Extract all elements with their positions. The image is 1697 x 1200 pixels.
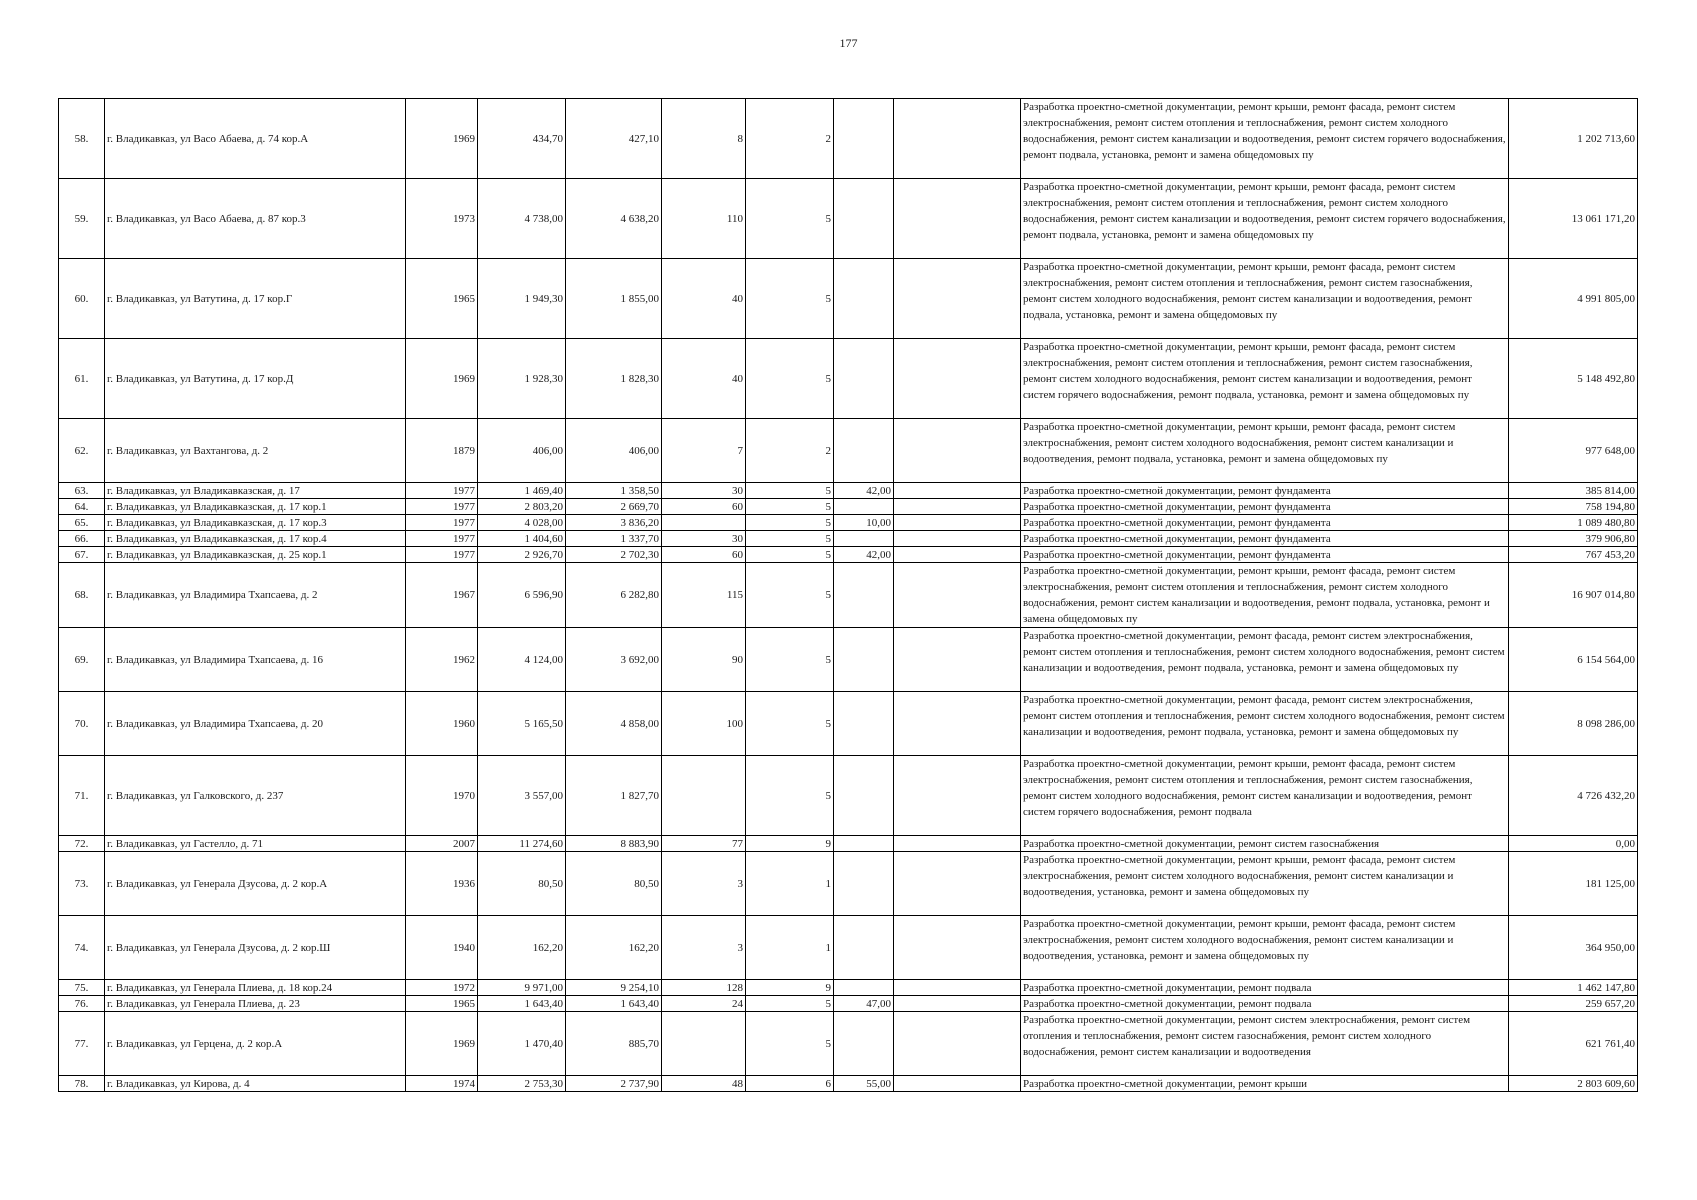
cell-year: 1960 [406,692,478,756]
cell-wear [834,692,894,756]
cell-index: 58. [59,99,105,179]
cell-residents: 30 [662,483,746,499]
table-row [59,499,1638,515]
cell-cost: 6 154 564,00 [1509,628,1638,692]
cell-area-total: 1 470,40 [478,1012,566,1076]
cell-address: г. Владикавказ, ул Владикавказская, д. 25 кор.1 [105,547,406,563]
page-number: 177 [839,36,858,50]
cell-works: Разработка проектно-сметной документации, ремонт систем электроснабжения, ремонт систем отопления и теплоснабжения, ремонт систем газоснабжения, ремонт систем холодного водоснабжения, ремонт систем канализации и водоотведения [1021,1012,1509,1076]
cell-wear [834,99,894,179]
cell-address: г. Владикавказ, ул Герцена, д. 2 кор.А [105,1012,406,1076]
cell-area-living: 162,20 [566,916,662,980]
cell-address: г. Владикавказ, ул Генерала Дзусова, д. 2 кор.А [105,852,406,916]
cell-residents: 100 [662,692,746,756]
cell-wear [834,531,894,547]
cell-floors: 5 [746,996,834,1012]
cell-wear: 42,00 [834,483,894,499]
cell-address: г. Владикавказ, ул Ватутина, д. 17 кор.Г [105,259,406,339]
cell-residents [662,1012,746,1076]
cell-wear: 55,00 [834,1076,894,1092]
cell-residents [662,515,746,531]
cell-residents: 24 [662,996,746,1012]
cell-year: 1940 [406,916,478,980]
cell-year: 1879 [406,419,478,483]
cell-area-living: 2 737,90 [566,1076,662,1092]
cell-area-total: 9 971,00 [478,980,566,996]
cell-area-total: 4 028,00 [478,515,566,531]
cell-floors: 9 [746,836,834,852]
cell-blank [894,259,1021,339]
cell-wear [834,916,894,980]
cell-year: 1969 [406,339,478,419]
cell-cost: 4 726 432,20 [1509,756,1638,836]
cell-area-living: 1 643,40 [566,996,662,1012]
cell-cost: 767 453,20 [1509,547,1638,563]
cell-address: г. Владикавказ, ул Генерала Дзусова, д. 2 кор.Ш [105,916,406,980]
cell-works: Разработка проектно-сметной документации, ремонт крыши, ремонт фасада, ремонт систем электроснабжения, ремонт систем холодного водоснабжения, ремонт систем канализации и водоотведения, ремонт подвала, установка, ремонт и замена общедомовых пу [1021,419,1509,483]
cell-residents: 3 [662,852,746,916]
cell-works: Разработка проектно-сметной документации, ремонт фундамента [1021,531,1509,547]
cell-cost: 16 907 014,80 [1509,563,1638,628]
cell-blank [894,563,1021,628]
cell-wear [834,836,894,852]
cell-address: г. Владикавказ, ул Галковского, д. 237 [105,756,406,836]
cell-index: 70. [59,692,105,756]
cell-area-total: 434,70 [478,99,566,179]
cell-wear [834,259,894,339]
cell-address: г. Владикавказ, ул Владимира Тхапсаева, д. 2 [105,563,406,628]
table-row [59,99,1638,179]
cell-wear [834,339,894,419]
cell-floors: 5 [746,547,834,563]
cell-wear [834,1012,894,1076]
cell-address: г. Владикавказ, ул Владикавказская, д. 17 кор.4 [105,531,406,547]
cell-residents: 30 [662,531,746,547]
cell-cost: 4 991 805,00 [1509,259,1638,339]
cell-area-total: 1 404,60 [478,531,566,547]
cell-cost: 1 202 713,60 [1509,99,1638,179]
cell-floors: 5 [746,1012,834,1076]
cell-cost: 1 462 147,80 [1509,980,1638,996]
cell-address: г. Владикавказ, ул Гастелло, д. 71 [105,836,406,852]
cell-index: 61. [59,339,105,419]
cell-wear [834,980,894,996]
cell-blank [894,179,1021,259]
cell-floors: 5 [746,628,834,692]
table-row [59,563,1638,628]
cell-floors: 5 [746,259,834,339]
cell-wear [834,628,894,692]
cell-cost: 0,00 [1509,836,1638,852]
cell-cost: 5 148 492,80 [1509,339,1638,419]
cell-cost: 259 657,20 [1509,996,1638,1012]
cell-blank [894,547,1021,563]
cell-year: 1977 [406,531,478,547]
cell-floors: 2 [746,99,834,179]
cell-residents: 60 [662,499,746,515]
cell-cost: 8 098 286,00 [1509,692,1638,756]
cell-residents [662,756,746,836]
cell-area-living: 1 337,70 [566,531,662,547]
cell-residents: 40 [662,259,746,339]
table-row [59,1076,1638,1092]
table-row [59,515,1638,531]
cell-year: 1967 [406,563,478,628]
table-row [59,483,1638,499]
cell-wear [834,419,894,483]
cell-blank [894,531,1021,547]
cell-year: 1962 [406,628,478,692]
cell-wear: 10,00 [834,515,894,531]
cell-floors: 9 [746,980,834,996]
cell-index: 75. [59,980,105,996]
cell-area-total: 80,50 [478,852,566,916]
cell-works: Разработка проектно-сметной документации, ремонт фасада, ремонт систем электроснабжения, ремонт систем отопления и теплоснабжения, ремонт систем холодного водоснабжения, ремонт систем канализации и водоотведения, ремонт подвала, установка, ремонт и замена общедомовых пу [1021,692,1509,756]
cell-area-total: 4 738,00 [478,179,566,259]
cell-area-living: 3 836,20 [566,515,662,531]
cell-area-living: 80,50 [566,852,662,916]
cell-floors: 5 [746,483,834,499]
table-row [59,531,1638,547]
cell-area-living: 427,10 [566,99,662,179]
cell-cost: 13 061 171,20 [1509,179,1638,259]
cell-blank [894,1012,1021,1076]
cell-residents: 128 [662,980,746,996]
cell-residents: 60 [662,547,746,563]
cell-wear [834,852,894,916]
cell-floors: 6 [746,1076,834,1092]
cell-blank [894,483,1021,499]
cell-works: Разработка проектно-сметной документации, ремонт крыши, ремонт фасада, ремонт систем электроснабжения, ремонт систем отопления и теплоснабжения, ремонт систем газоснабжения, ремонт систем холодного водоснабжения, ремонт систем канализации и водоотведения, ремонт подвала, установка, ремонт и замена общедомовых пу [1021,259,1509,339]
cell-index: 73. [59,852,105,916]
cell-blank [894,628,1021,692]
cell-works: Разработка проектно-сметной документации, ремонт крыши, ремонт фасада, ремонт систем электроснабжения, ремонт систем отопления и теплоснабжения, ремонт систем холодного водоснабжения, ремонт систем канализации и водоотведения, ремонт подвала, установка, ремонт и замена общедомовых пу [1021,563,1509,628]
cell-residents: 77 [662,836,746,852]
cell-index: 78. [59,1076,105,1092]
cell-area-total: 1 469,40 [478,483,566,499]
cell-area-living: 885,70 [566,1012,662,1076]
cell-area-living: 4 638,20 [566,179,662,259]
cell-works: Разработка проектно-сметной документации, ремонт крыши, ремонт фасада, ремонт систем электроснабжения, ремонт систем отопления и теплоснабжения, ремонт систем газоснабжения, ремонт систем холодного водоснабжения, ремонт систем канализации и водоотведения, ремонт систем горячего водоснабжения, ремонт подвала, установка, ремонт и замена общедомовых пу [1021,339,1509,419]
cell-area-total: 2 753,30 [478,1076,566,1092]
cell-area-total: 3 557,00 [478,756,566,836]
cell-residents: 7 [662,419,746,483]
cell-area-living: 9 254,10 [566,980,662,996]
cell-blank [894,916,1021,980]
cell-year: 1977 [406,499,478,515]
cell-works: Разработка проектно-сметной документации, ремонт крыши, ремонт фасада, ремонт систем электроснабжения, ремонт систем отопления и теплоснабжения, ремонт систем газоснабжения, ремонт систем холодного водоснабжения, ремонт систем канализации и водоотведения, ремонт систем горячего водоснабжения, ремонт подвала [1021,756,1509,836]
cell-residents: 90 [662,628,746,692]
cell-works: Разработка проектно-сметной документации, ремонт крыши, ремонт фасада, ремонт систем электроснабжения, ремонт систем отопления и теплоснабжения, ремонт систем холодного водоснабжения, ремонт систем канализации и водоотведения, ремонт систем горячего водоснабжения, ремонт подвала, установка, ремонт и замена общедомовых пу [1021,179,1509,259]
cell-floors: 5 [746,563,834,628]
cell-index: 67. [59,547,105,563]
cell-residents: 115 [662,563,746,628]
cell-wear: 42,00 [834,547,894,563]
cell-index: 74. [59,916,105,980]
table-row [59,419,1638,483]
cell-works: Разработка проектно-сметной документации, ремонт подвала [1021,980,1509,996]
cell-blank [894,756,1021,836]
cell-area-living: 2 702,30 [566,547,662,563]
cell-area-living: 8 883,90 [566,836,662,852]
cell-works: Разработка проектно-сметной документации, ремонт фундамента [1021,547,1509,563]
cell-wear [834,499,894,515]
cell-blank [894,419,1021,483]
cell-blank [894,836,1021,852]
cell-cost: 1 089 480,80 [1509,515,1638,531]
cell-area-living: 2 669,70 [566,499,662,515]
cell-year: 1969 [406,1012,478,1076]
cell-address: г. Владикавказ, ул Владимира Тхапсаева, д. 20 [105,692,406,756]
cell-works: Разработка проектно-сметной документации, ремонт фасада, ремонт систем электроснабжения, ремонт систем отопления и теплоснабжения, ремонт систем холодного водоснабжения, ремонт систем канализации и водоотведения, ремонт подвала, установка, ремонт и замена общедомовых пу [1021,628,1509,692]
cell-area-living: 406,00 [566,419,662,483]
table-row [59,1012,1638,1076]
cell-works: Разработка проектно-сметной документации, ремонт крыши, ремонт фасада, ремонт систем электроснабжения, ремонт систем холодного водоснабжения, ремонт систем канализации и водоотведения, установка, ремонт и замена общедомовых пу [1021,852,1509,916]
cell-residents: 40 [662,339,746,419]
cell-index: 68. [59,563,105,628]
cell-floors: 5 [746,179,834,259]
cell-works: Разработка проектно-сметной документации, ремонт крыши [1021,1076,1509,1092]
cell-cost: 379 906,80 [1509,531,1638,547]
cell-address: г. Владикавказ, ул Генерала Плиева, д. 23 [105,996,406,1012]
cell-blank [894,692,1021,756]
cell-area-total: 2 803,20 [478,499,566,515]
cell-blank [894,996,1021,1012]
table-row [59,996,1638,1012]
cell-blank [894,499,1021,515]
cell-residents: 8 [662,99,746,179]
table-row [59,980,1638,996]
cell-year: 1977 [406,515,478,531]
cell-cost: 364 950,00 [1509,916,1638,980]
table-body [59,99,1638,1092]
cell-address: г. Владикавказ, ул Васо Абаева, д. 74 кор.А [105,99,406,179]
cell-residents: 110 [662,179,746,259]
cell-address: г. Владикавказ, ул Владимира Тхапсаева, д. 16 [105,628,406,692]
cell-works: Разработка проектно-сметной документации, ремонт систем газоснабжения [1021,836,1509,852]
cell-index: 69. [59,628,105,692]
cell-year: 1974 [406,1076,478,1092]
cell-address: г. Владикавказ, ул Владикавказская, д. 17 [105,483,406,499]
cell-area-living: 1 358,50 [566,483,662,499]
cell-area-total: 6 596,90 [478,563,566,628]
cell-cost: 385 814,00 [1509,483,1638,499]
cell-works: Разработка проектно-сметной документации, ремонт подвала [1021,996,1509,1012]
cell-year: 1970 [406,756,478,836]
cell-index: 65. [59,515,105,531]
table-row [59,339,1638,419]
cell-works: Разработка проектно-сметной документации, ремонт фундамента [1021,515,1509,531]
cell-floors: 5 [746,515,834,531]
cell-index: 63. [59,483,105,499]
cell-index: 77. [59,1012,105,1076]
cell-index: 72. [59,836,105,852]
cell-blank [894,99,1021,179]
cell-floors: 5 [746,692,834,756]
cell-index: 64. [59,499,105,515]
cell-area-living: 6 282,80 [566,563,662,628]
table-row [59,628,1638,692]
cell-works: Разработка проектно-сметной документации, ремонт крыши, ремонт фасада, ремонт систем электроснабжения, ремонт систем холодного водоснабжения, ремонт систем канализации и водоотведения, установка, ремонт и замена общедомовых пу [1021,916,1509,980]
table-row [59,756,1638,836]
cell-residents: 48 [662,1076,746,1092]
cell-year: 1969 [406,99,478,179]
cell-area-living: 1 828,30 [566,339,662,419]
cell-floors: 1 [746,852,834,916]
cell-blank [894,980,1021,996]
table-row [59,547,1638,563]
cell-year: 1972 [406,980,478,996]
cell-address: г. Владикавказ, ул Вахтангова, д. 2 [105,419,406,483]
cell-area-total: 162,20 [478,916,566,980]
cell-area-total: 2 926,70 [478,547,566,563]
cell-year: 1973 [406,179,478,259]
cell-cost: 758 194,80 [1509,499,1638,515]
cell-floors: 1 [746,916,834,980]
cell-floors: 2 [746,419,834,483]
table-row [59,852,1638,916]
cell-area-total: 1 949,30 [478,259,566,339]
cell-floors: 5 [746,339,834,419]
table-row [59,259,1638,339]
cell-address: г. Владикавказ, ул Васо Абаева, д. 87 кор.3 [105,179,406,259]
cell-year: 1936 [406,852,478,916]
table-row [59,916,1638,980]
cell-blank [894,339,1021,419]
cell-blank [894,852,1021,916]
cell-area-total: 5 165,50 [478,692,566,756]
cell-blank [894,1076,1021,1092]
cell-area-total: 11 274,60 [478,836,566,852]
housing-register-table [58,98,1638,1092]
cell-year: 1977 [406,483,478,499]
cell-wear [834,179,894,259]
cell-index: 62. [59,419,105,483]
cell-works: Разработка проектно-сметной документации, ремонт фундамента [1021,499,1509,515]
cell-index: 76. [59,996,105,1012]
cell-works: Разработка проектно-сметной документации, ремонт фундамента [1021,483,1509,499]
cell-area-total: 1 643,40 [478,996,566,1012]
cell-address: г. Владикавказ, ул Кирова, д. 4 [105,1076,406,1092]
cell-year: 2007 [406,836,478,852]
cell-address: г. Владикавказ, ул Владикавказская, д. 17 кор.3 [105,515,406,531]
cell-address: г. Владикавказ, ул Ватутина, д. 17 кор.Д [105,339,406,419]
cell-cost: 2 803 609,60 [1509,1076,1638,1092]
cell-wear [834,563,894,628]
table-row [59,179,1638,259]
cell-year: 1965 [406,996,478,1012]
cell-index: 59. [59,179,105,259]
cell-area-living: 3 692,00 [566,628,662,692]
cell-address: г. Владикавказ, ул Владикавказская, д. 17 кор.1 [105,499,406,515]
cell-floors: 5 [746,756,834,836]
cell-cost: 621 761,40 [1509,1012,1638,1076]
cell-address: г. Владикавказ, ул Генерала Плиева, д. 18 кор.24 [105,980,406,996]
cell-area-living: 1 855,00 [566,259,662,339]
table-row [59,692,1638,756]
cell-year: 1977 [406,547,478,563]
cell-index: 60. [59,259,105,339]
cell-index: 71. [59,756,105,836]
cell-cost: 977 648,00 [1509,419,1638,483]
cell-area-total: 1 928,30 [478,339,566,419]
cell-cost: 181 125,00 [1509,852,1638,916]
cell-residents: 3 [662,916,746,980]
cell-floors: 5 [746,499,834,515]
cell-area-living: 1 827,70 [566,756,662,836]
cell-index: 66. [59,531,105,547]
cell-works: Разработка проектно-сметной документации, ремонт крыши, ремонт фасада, ремонт систем электроснабжения, ремонт систем отопления и теплоснабжения, ремонт систем холодного водоснабжения, ремонт систем канализации и водоотведения, ремонт систем горячего водоснабжения, ремонт подвала, установка, ремонт и замена общедомовых пу [1021,99,1509,179]
cell-blank [894,515,1021,531]
cell-wear [834,756,894,836]
cell-year: 1965 [406,259,478,339]
cell-area-total: 406,00 [478,419,566,483]
cell-area-living: 4 858,00 [566,692,662,756]
cell-wear: 47,00 [834,996,894,1012]
cell-area-total: 4 124,00 [478,628,566,692]
cell-floors: 5 [746,531,834,547]
table-row [59,836,1638,852]
